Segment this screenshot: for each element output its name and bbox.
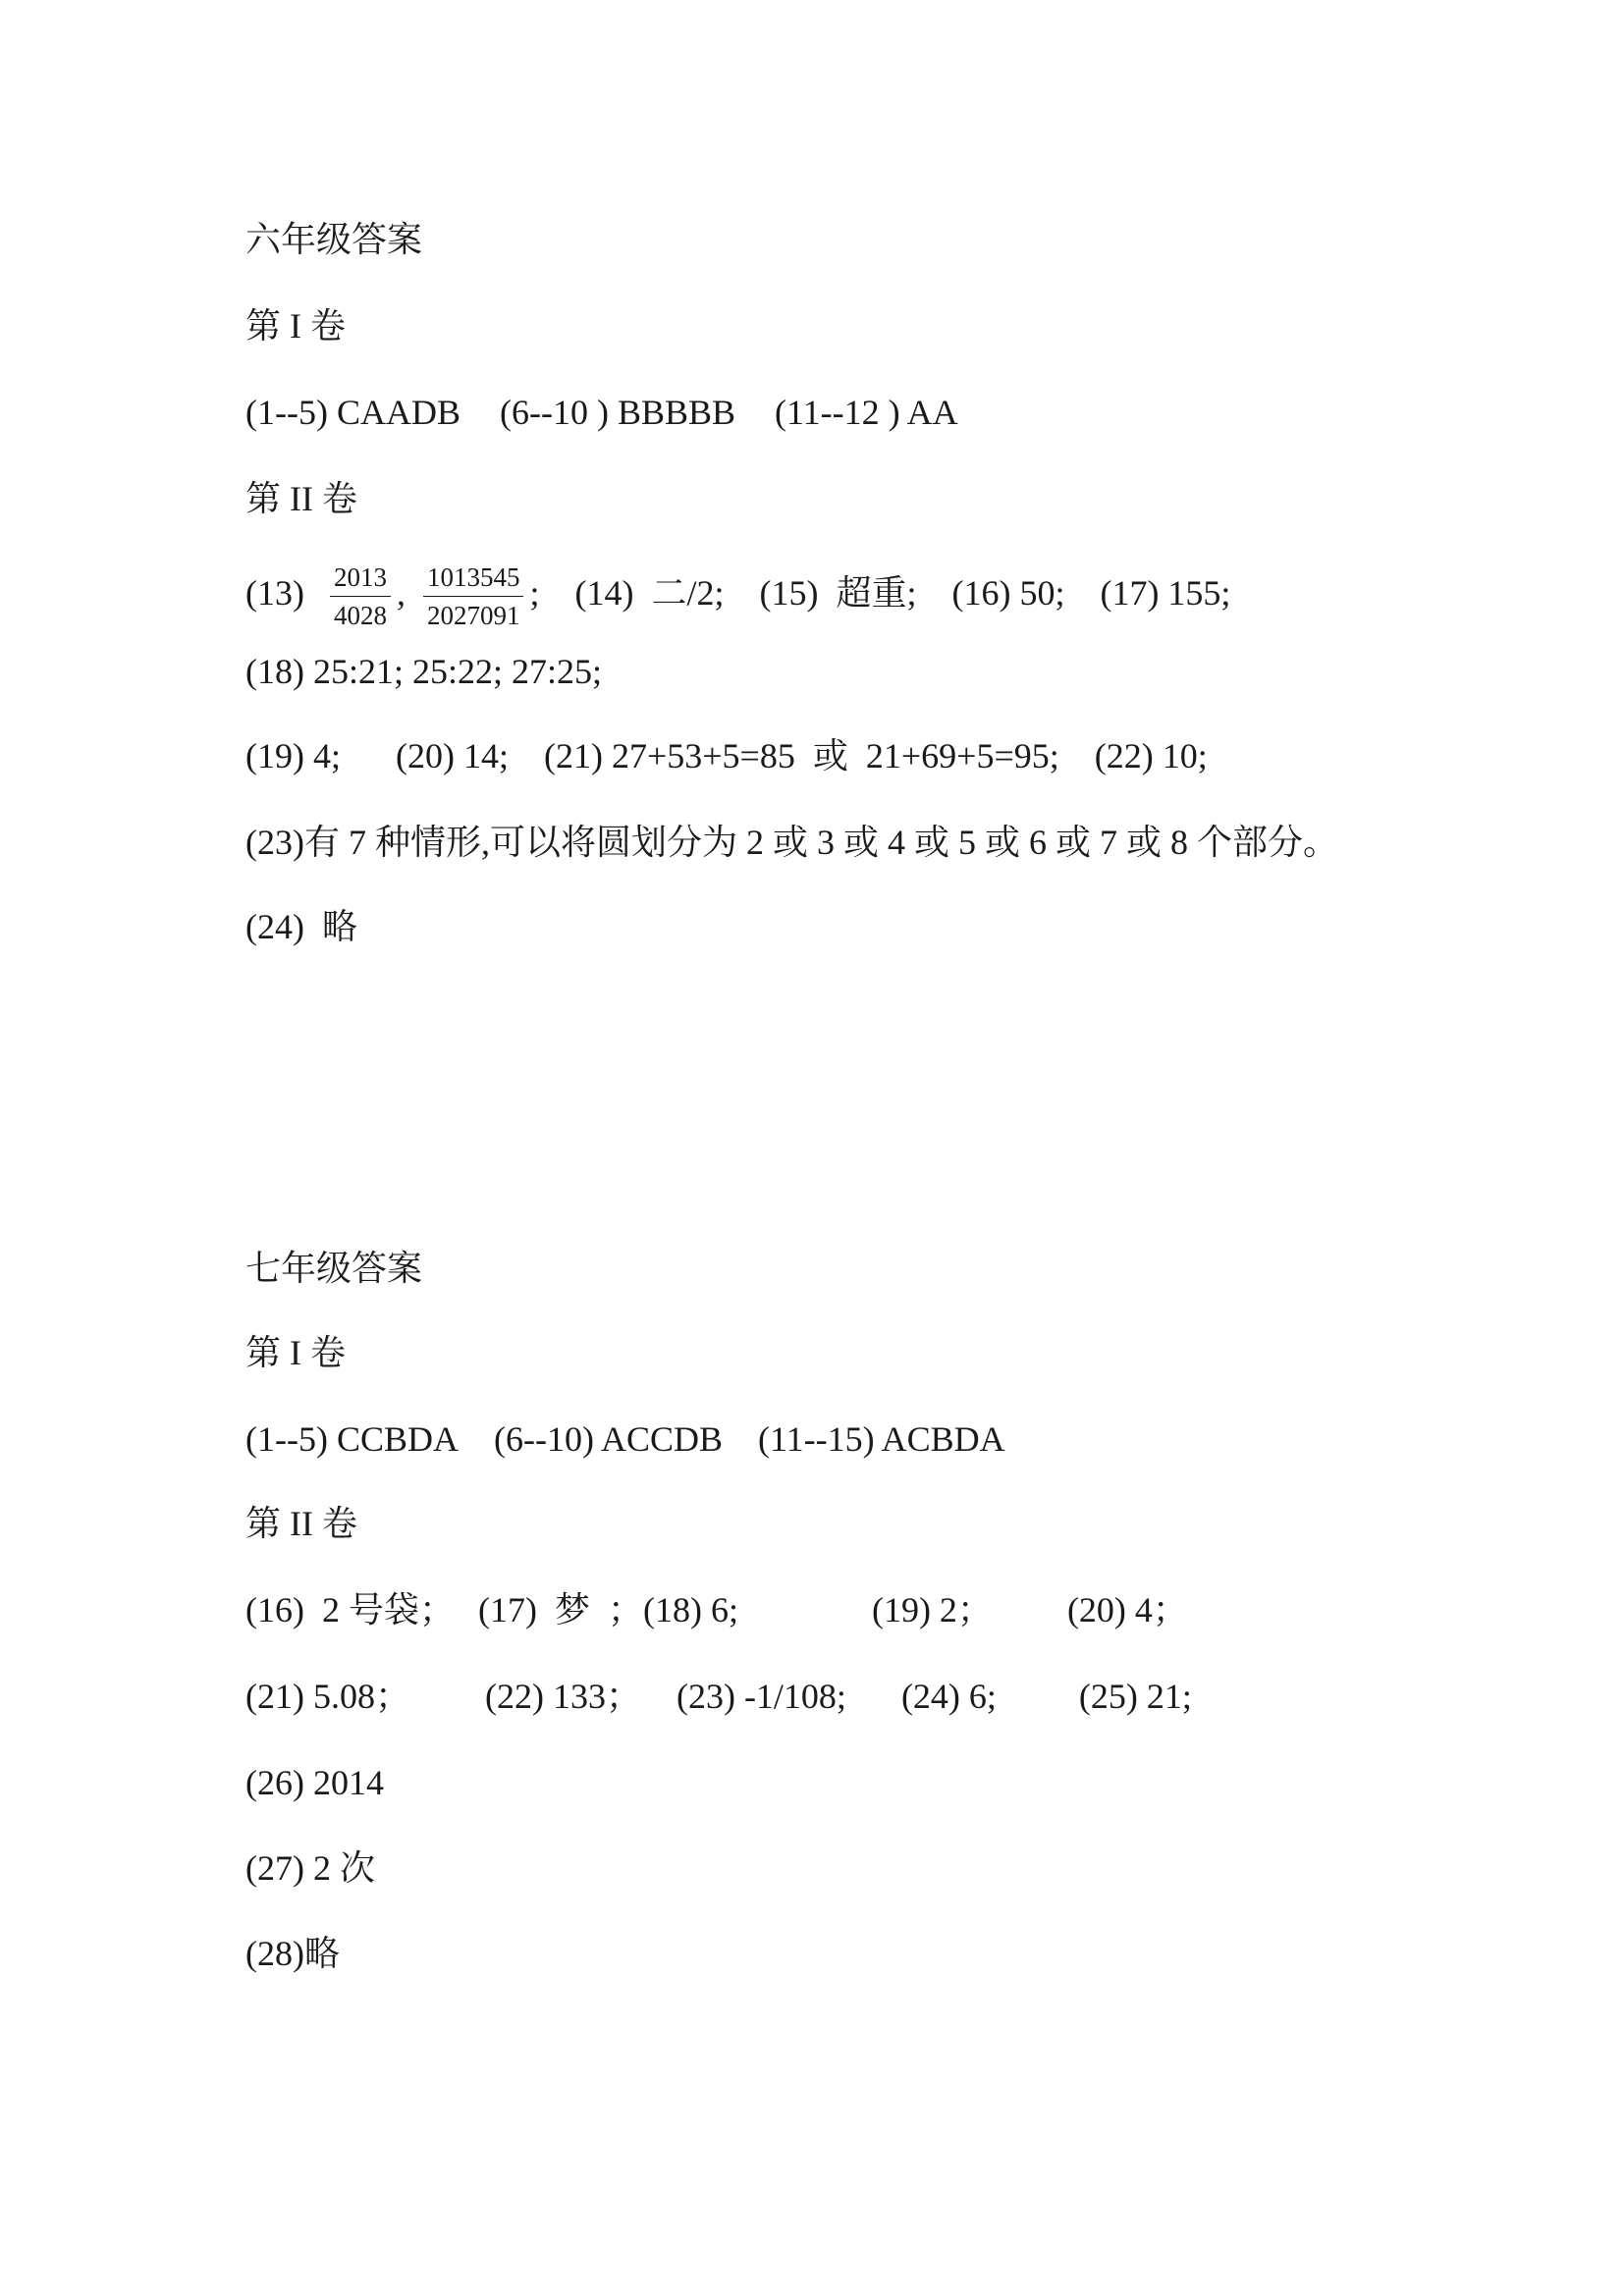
answer-item: (22) 133； [484,1677,641,1716]
answer-item: (16) 2 号袋； [245,1590,455,1629]
grade7-line-16-20 [245,1588,1188,1631]
answer-item: (22) 10; [1094,736,1208,775]
answer-group: (6--10 ) BBBBB [499,393,735,432]
grade6-line-18: (18) 25:21; 25:22; 27:25; [245,652,602,691]
grade7-title: 七年级答案 [245,1249,423,1288]
grade6-line-23: (23)有 7 种情形,可以将圆划分为 2 或 3 或 4 或 5 或 6 或 7 或 8 个部分。 [245,823,1338,862]
grade7-vol1-label: 第 I 卷 [245,1333,346,1372]
answer-group: (11--15) ACBDA [757,1419,1005,1459]
answer-group: (1--5) CCBDA [245,1419,459,1459]
answer-item: (21) 5.08； [245,1677,410,1716]
grade7-line-26: (26) 2014 [245,1763,384,1802]
grade6-line-19-22 [245,734,1208,777]
answer-item: (15) 超重; [759,572,917,613]
fraction-2 [423,561,524,632]
fraction-denominator: 2027091 [426,601,520,630]
grade7-line-27: (27) 2 次 [245,1848,375,1888]
answer-group: (6--10) ACCDB [493,1419,723,1459]
fraction-numerator: 2013 [330,561,391,597]
grade6-line-24: (24) 略 [245,907,357,946]
answer-group: (11--12 ) AA [775,393,958,432]
fraction-denominator: 4028 [333,601,387,630]
grade6-vol1-label: 第 I 卷 [245,306,346,346]
fraction-numerator: 1013545 [423,561,524,597]
answer-item: (20) 4； [1066,1590,1188,1629]
grade7-vol2-label: 第 II 卷 [245,1504,357,1543]
answer-item: (17) 梦 ；(18) 6; [477,1590,738,1629]
grade7-line-21-25 [245,1675,1192,1718]
answer-item: (19) 4; [245,736,341,775]
answer-item: (14) 二/2; [574,572,725,613]
grade6-vol1-answers [245,391,958,434]
answer-item: (19) 2； [871,1590,993,1629]
grade6-title: 六年级答案 [245,220,423,259]
grade6-line-13-17: (13) $\frac{2013}{4028}$ , $\frac{1013545}{2027091}$ ; (14) 二/2; (15) 超重; (16) 50; (17) 155; [245,562,1231,630]
fraction-1 [330,561,391,632]
answer-item: (17) 155; [1100,572,1231,613]
answer-item: (16) 50; [951,572,1065,613]
grade7-line-28: (28)略 [245,1934,340,1973]
answer-item: (21) 27+53+5=85 或 21+69+5=95; [543,736,1059,775]
answer-group: (1--5) CAADB [245,393,460,432]
answer-item: (20) 14; [395,736,509,775]
answer-item: (24) 6; [900,1677,997,1716]
grade7-vol1-answers [245,1417,1005,1461]
grade6-vol2-label: 第 II 卷 [245,479,357,518]
answer-item: (23) -1/108; [676,1677,846,1716]
q13-label: (13) [245,572,304,613]
answer-item: (25) 21; [1078,1677,1192,1716]
